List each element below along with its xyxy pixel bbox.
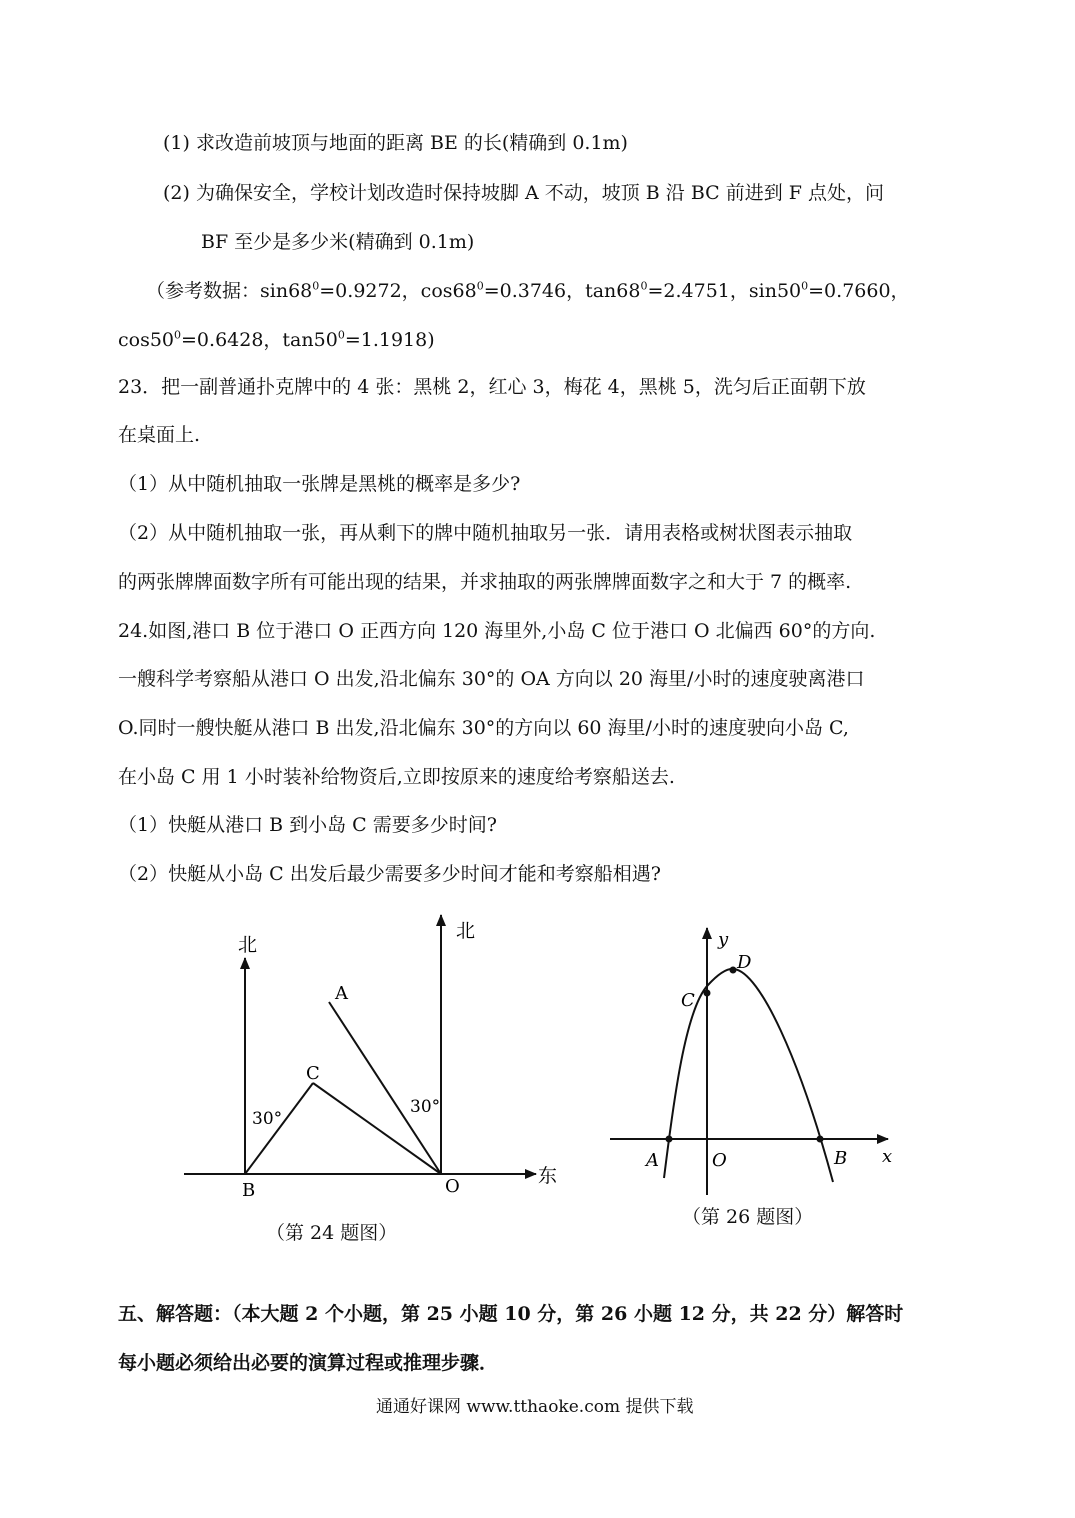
q24-part1: （1）快艇从港口 B 到小岛 C 需要多少时间?: [118, 814, 497, 836]
label-c: C: [681, 990, 695, 1011]
deg-mark: 0: [337, 328, 345, 342]
figure-24-caption: （第 24 题图）: [266, 1222, 398, 1244]
ref-tan68: tan68: [585, 280, 641, 302]
label-d: D: [737, 952, 752, 973]
q22-part2-line1: (2) 为确保安全，学校计划改造时保持坡脚 A 不动，坡顶 B 沿 BC 前进到 F 点处，问: [163, 182, 884, 204]
q23-part2-line1: （2）从中随机抽取一张，再从剩下的牌中随机抽取另一张．请用表格或树状图表示抽取: [118, 522, 853, 544]
q24-stem-line4: 在小岛 C 用 1 小时装补给物资后,立即按原来的速度给考察船送去.: [118, 766, 675, 788]
section5-heading-line1: 五、解答题：（本大题 2 个小题，第 25 小题 10 分，第 26 小题 12 分，共 22 分）解答时: [118, 1303, 904, 1325]
deg-mark: 0: [312, 279, 320, 293]
ref-tan50: tan50: [282, 329, 338, 351]
label-a: A: [646, 1150, 659, 1171]
ref-sin50-value: =0.7660，: [808, 280, 910, 302]
ref-cos68-value: =0.3746，: [483, 280, 586, 302]
q22-part1: (1) 求改造前坡顶与地面的距离 BE 的长(精确到 0.1m): [163, 132, 628, 154]
figure-26-caption: （第 26 题图）: [682, 1206, 814, 1228]
label-o: O: [445, 1176, 460, 1197]
label-east: 东: [538, 1165, 558, 1187]
q23-part1: （1）从中随机抽取一张牌是黑桃的概率是多少?: [118, 473, 521, 495]
ref-sin68: sin68: [260, 280, 313, 302]
point-d: [730, 967, 737, 974]
label-x: x: [882, 1146, 893, 1167]
label-c: C: [306, 1063, 320, 1084]
point-a: [666, 1136, 673, 1143]
q23-stem-line1: 23．把一副普通扑克牌中的 4 张：黑桃 2，红心 3，梅花 4，黑桃 5，洗匀后正面朝下放: [118, 376, 866, 398]
label-north-b: 北: [238, 934, 258, 956]
deg-mark: 0: [476, 279, 484, 293]
ref-cos50: cos50: [118, 329, 175, 351]
ref-tan68-value: =2.4751，: [647, 280, 749, 302]
label-north-o: 北: [456, 920, 476, 942]
label-angle-b: 30°: [252, 1109, 283, 1129]
q22-part2-line2: BF 至少是多少米(精确到 0.1m): [201, 231, 475, 253]
label-a: A: [335, 983, 348, 1004]
label-b: B: [834, 1148, 848, 1169]
label-y: y: [718, 929, 729, 950]
ref-sin68-value: =0.9272，: [319, 280, 421, 302]
deg-mark: 0: [801, 279, 809, 293]
deg-mark: 0: [640, 279, 648, 293]
q24-stem-line3: O.同时一艘快艇从港口 B 出发,沿北偏东 30°的方向以 60 海里/小时的速度驶向小岛 C,: [118, 717, 849, 739]
q24-part2: （2）快艇从小岛 C 出发后最少需要多少时间才能和考察船相遇?: [118, 863, 661, 885]
page-footer: 通通好课网 www.tthaoke.com 提供下载: [376, 1397, 694, 1417]
ref-cos50-value: =0.6428，: [181, 329, 283, 351]
ref-open: （参考数据：: [146, 280, 261, 302]
ref-tan50-value: =1.1918): [344, 329, 435, 351]
ref-sin50: sin50: [748, 280, 802, 302]
label-o: O: [712, 1150, 727, 1171]
q24-stem-line2: 一艘科学考察船从港口 O 出发,沿北偏东 30°的 OA 方向以 20 海里/小时的速度驶离港口: [118, 668, 865, 690]
point-c: [704, 990, 711, 997]
deg-mark: 0: [174, 328, 182, 342]
q23-stem-line2: 在桌面上.: [118, 424, 201, 446]
section5-heading-line2: 每小题必须给出必要的演算过程或推理步骤．: [118, 1352, 499, 1374]
label-angle-o: 30°: [410, 1097, 441, 1117]
q24-stem-line1: 24.如图,港口 B 位于港口 O 正西方向 120 海里外,小岛 C 位于港口 O 北偏西 60°的方向.: [118, 620, 876, 642]
ref-cos68: cos68: [420, 280, 477, 302]
point-b: [817, 1136, 824, 1143]
label-b: B: [242, 1180, 256, 1201]
q23-part2-line2: 的两张牌牌面数字所有可能出现的结果，并求抽取的两张牌牌面数字之和大于 7 的概率.: [118, 571, 852, 593]
